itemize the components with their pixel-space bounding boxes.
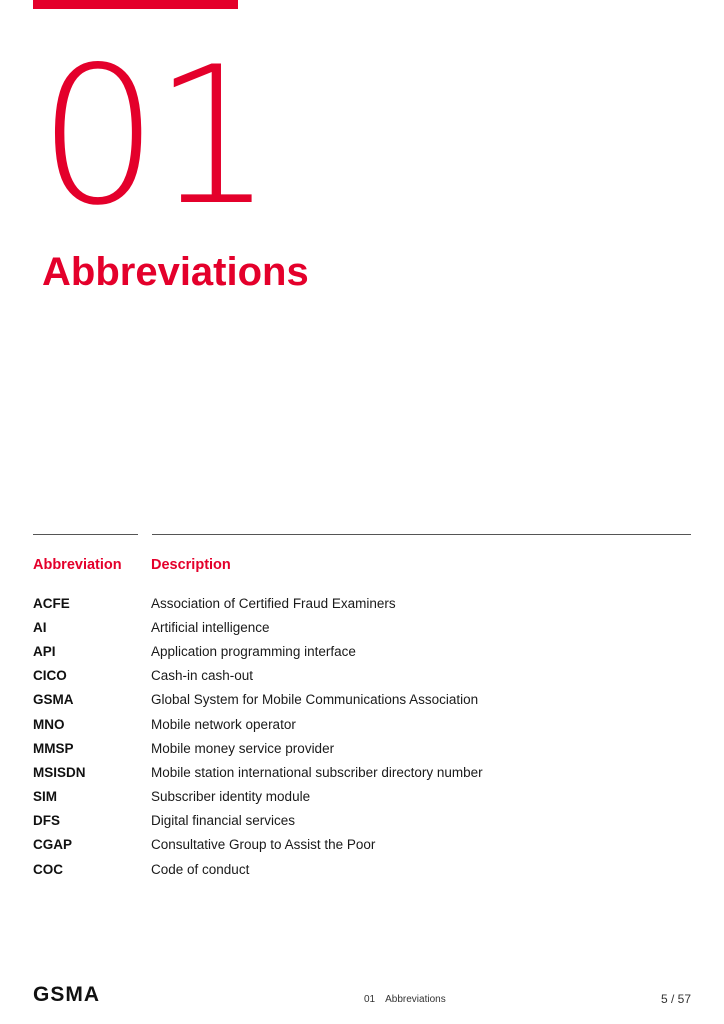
top-accent-bar — [33, 0, 238, 9]
description-cell: Consultative Group to Assist the Poor — [151, 837, 376, 853]
description-cell: Mobile money service provider — [151, 740, 335, 756]
footer-section-number: 01 — [364, 994, 376, 1005]
description-cell: Mobile station international subscriber directory number — [151, 764, 483, 780]
abbreviation-cell: CICO — [33, 668, 67, 684]
description-cell: Association of Certified Fraud Examiners — [151, 595, 396, 611]
description-cell: Global System for Mobile Communications Association — [151, 692, 479, 708]
table-row — [33, 736, 693, 760]
footer-section-label — [364, 994, 446, 1005]
abbreviation-cell: DFS — [33, 813, 60, 829]
description-cell: Mobile network operator — [151, 716, 296, 732]
abbreviation-cell: COC — [33, 861, 63, 877]
table-row — [33, 664, 693, 688]
description-cell: Digital financial services — [151, 813, 296, 829]
table-row — [33, 785, 693, 809]
abbreviations-table — [33, 553, 693, 881]
abbreviation-cell: GSMA — [33, 692, 74, 708]
footer-section-title: Abbreviations — [385, 994, 446, 1005]
abbreviation-cell: MMSP — [33, 740, 74, 756]
table-row — [33, 809, 693, 833]
page-number: 5 / 57 — [660, 992, 691, 1006]
table-row — [33, 712, 693, 736]
table-row — [33, 857, 693, 881]
header-description: Description — [151, 557, 231, 573]
gsma-logo: GSMA — [33, 983, 100, 1006]
table-row — [33, 639, 693, 663]
table-row — [33, 591, 693, 615]
description-cell: Code of conduct — [151, 861, 250, 877]
description-cell: Cash-in cash-out — [151, 668, 254, 684]
description-cell: Artificial intelligence — [151, 619, 270, 635]
abbreviation-cell: CGAP — [33, 837, 73, 853]
chapter-number: 01 — [38, 26, 268, 247]
description-cell: Application programming interface — [151, 643, 356, 659]
table-row — [33, 833, 693, 857]
abbreviation-cell: MNO — [33, 716, 65, 732]
table-rule-left — [33, 534, 138, 535]
abbreviation-cell: SIM — [33, 789, 58, 805]
table-row — [33, 760, 693, 784]
abbreviation-cell: AI — [33, 619, 47, 635]
abbreviation-cell: ACFE — [33, 595, 70, 611]
table-rule-right — [152, 534, 691, 535]
page-title: Abbreviations — [42, 250, 309, 294]
header-abbreviation: Abbreviation — [33, 557, 122, 573]
abbreviation-cell: MSISDN — [33, 764, 86, 780]
table-row — [33, 688, 693, 712]
table-row — [33, 615, 693, 639]
abbreviation-cell: API — [33, 643, 56, 659]
description-cell: Subscriber identity module — [151, 789, 311, 805]
table-header — [33, 553, 693, 577]
